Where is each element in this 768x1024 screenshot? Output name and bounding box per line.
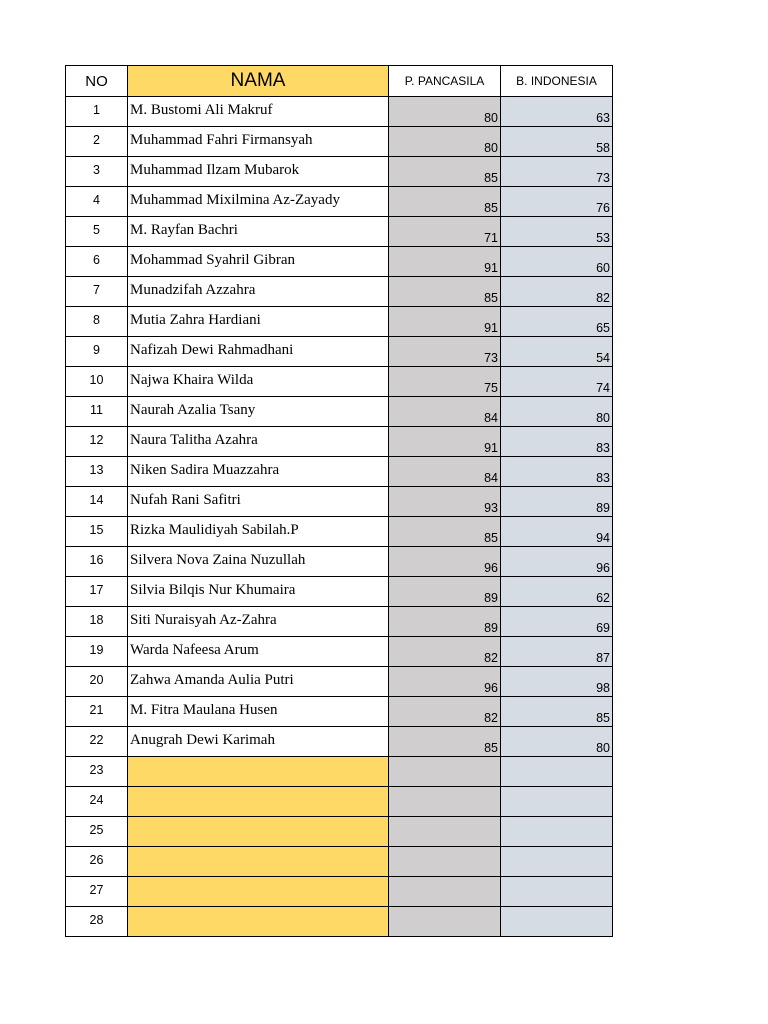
- cell-indonesia[interactable]: 85: [501, 697, 613, 727]
- cell-no[interactable]: 1: [66, 97, 128, 127]
- cell-no[interactable]: 3: [66, 157, 128, 187]
- cell-pancasila[interactable]: 91: [389, 247, 501, 277]
- cell-nama[interactable]: Nufah Rani Safitri: [128, 487, 389, 517]
- cell-pancasila[interactable]: 84: [389, 397, 501, 427]
- table-row: [66, 697, 613, 727]
- cell-nama[interactable]: M. Fitra Maulana Husen: [128, 697, 389, 727]
- cell-indonesia[interactable]: 63: [501, 97, 613, 127]
- table-row: [66, 457, 613, 487]
- cell-pancasila[interactable]: 80: [389, 97, 501, 127]
- cell-indonesia[interactable]: 80: [501, 397, 613, 427]
- cell-no[interactable]: 14: [66, 487, 128, 517]
- cell-no[interactable]: 12: [66, 427, 128, 457]
- cell-no[interactable]: 5: [66, 217, 128, 247]
- cell-no[interactable]: 17: [66, 577, 128, 607]
- cell-nama[interactable]: Niken Sadira Muazzahra: [128, 457, 389, 487]
- cell-pancasila[interactable]: [389, 847, 501, 877]
- score-table: [65, 65, 613, 937]
- cell-indonesia[interactable]: 87: [501, 637, 613, 667]
- cell-nama[interactable]: [128, 817, 389, 847]
- table-row: [66, 277, 613, 307]
- cell-nama[interactable]: Nafizah Dewi Rahmadhani: [128, 337, 389, 367]
- cell-indonesia[interactable]: 62: [501, 577, 613, 607]
- cell-pancasila[interactable]: 89: [389, 577, 501, 607]
- cell-pancasila[interactable]: 85: [389, 277, 501, 307]
- cell-nama[interactable]: Naurah Azalia Tsany: [128, 397, 389, 427]
- cell-no[interactable]: 8: [66, 307, 128, 337]
- cell-nama[interactable]: [128, 757, 389, 787]
- cell-no[interactable]: 21: [66, 697, 128, 727]
- cell-no[interactable]: 20: [66, 667, 128, 697]
- table-row: [66, 637, 613, 667]
- cell-indonesia[interactable]: 69: [501, 607, 613, 637]
- cell-no[interactable]: 23: [66, 757, 128, 787]
- table-row: [66, 427, 613, 457]
- cell-no[interactable]: 19: [66, 637, 128, 667]
- cell-indonesia[interactable]: 94: [501, 517, 613, 547]
- cell-nama[interactable]: [128, 877, 389, 907]
- table-row: [66, 247, 613, 277]
- cell-no[interactable]: 6: [66, 247, 128, 277]
- cell-pancasila[interactable]: 85: [389, 727, 501, 757]
- table-row: [66, 877, 613, 907]
- cell-indonesia[interactable]: [501, 757, 613, 787]
- cell-nama[interactable]: Mohammad Syahril Gibran: [128, 247, 389, 277]
- cell-nama[interactable]: Anugrah Dewi Karimah: [128, 727, 389, 757]
- cell-no[interactable]: 4: [66, 187, 128, 217]
- cell-indonesia[interactable]: [501, 817, 613, 847]
- cell-indonesia[interactable]: 98: [501, 667, 613, 697]
- table-row: [66, 847, 613, 877]
- cell-nama[interactable]: M. Rayfan Bachri: [128, 217, 389, 247]
- header-nama[interactable]: NAMA: [128, 66, 389, 97]
- cell-no[interactable]: 18: [66, 607, 128, 637]
- cell-indonesia[interactable]: 96: [501, 547, 613, 577]
- cell-pancasila[interactable]: [389, 757, 501, 787]
- table-row: [66, 157, 613, 187]
- cell-pancasila[interactable]: 84: [389, 457, 501, 487]
- cell-nama[interactable]: [128, 847, 389, 877]
- cell-pancasila[interactable]: 71: [389, 217, 501, 247]
- table-row: [66, 787, 613, 817]
- cell-pancasila[interactable]: 82: [389, 637, 501, 667]
- cell-no[interactable]: 10: [66, 367, 128, 397]
- table-row: [66, 547, 613, 577]
- cell-pancasila[interactable]: [389, 877, 501, 907]
- cell-no[interactable]: 28: [66, 907, 128, 937]
- cell-no[interactable]: 22: [66, 727, 128, 757]
- cell-pancasila[interactable]: 85: [389, 157, 501, 187]
- cell-no[interactable]: 9: [66, 337, 128, 367]
- cell-indonesia[interactable]: 73: [501, 157, 613, 187]
- cell-nama[interactable]: Zahwa Amanda Aulia Putri: [128, 667, 389, 697]
- cell-pancasila[interactable]: 96: [389, 667, 501, 697]
- header-row: [66, 66, 613, 97]
- table-row: [66, 907, 613, 937]
- cell-nama[interactable]: Muhammad Mixilmina Az-Zayady: [128, 187, 389, 217]
- table-row: [66, 307, 613, 337]
- cell-nama[interactable]: [128, 787, 389, 817]
- cell-indonesia[interactable]: 65: [501, 307, 613, 337]
- cell-no[interactable]: 16: [66, 547, 128, 577]
- table-row: [66, 337, 613, 367]
- table-row: [66, 97, 613, 127]
- cell-no[interactable]: 2: [66, 127, 128, 157]
- table-row: [66, 217, 613, 247]
- header-pancasila[interactable]: P. PANCASILA: [389, 66, 501, 97]
- cell-indonesia[interactable]: [501, 847, 613, 877]
- cell-indonesia[interactable]: 82: [501, 277, 613, 307]
- cell-indonesia[interactable]: [501, 787, 613, 817]
- cell-pancasila[interactable]: 73: [389, 337, 501, 367]
- cell-nama[interactable]: Muhammad Fahri Firmansyah: [128, 127, 389, 157]
- table-row: [66, 667, 613, 697]
- cell-no[interactable]: 27: [66, 877, 128, 907]
- cell-nama[interactable]: Naura Talitha Azahra: [128, 427, 389, 457]
- cell-pancasila[interactable]: 82: [389, 697, 501, 727]
- cell-no[interactable]: 15: [66, 517, 128, 547]
- header-no[interactable]: NO: [66, 66, 128, 97]
- cell-pancasila[interactable]: 91: [389, 307, 501, 337]
- table-row: [66, 817, 613, 847]
- cell-pancasila[interactable]: 75: [389, 367, 501, 397]
- cell-indonesia[interactable]: [501, 877, 613, 907]
- cell-indonesia[interactable]: 74: [501, 367, 613, 397]
- cell-no[interactable]: 26: [66, 847, 128, 877]
- cell-indonesia[interactable]: 54: [501, 337, 613, 367]
- cell-no[interactable]: 24: [66, 787, 128, 817]
- table-row: [66, 517, 613, 547]
- cell-pancasila[interactable]: 96: [389, 547, 501, 577]
- table-row: [66, 757, 613, 787]
- cell-nama[interactable]: Najwa Khaira Wilda: [128, 367, 389, 397]
- cell-nama[interactable]: M. Bustomi Ali Makruf: [128, 97, 389, 127]
- cell-nama[interactable]: Rizka Maulidiyah Sabilah.P: [128, 517, 389, 547]
- cell-indonesia[interactable]: 89: [501, 487, 613, 517]
- table-row: [66, 127, 613, 157]
- cell-nama[interactable]: Warda Nafeesa Arum: [128, 637, 389, 667]
- cell-no[interactable]: 25: [66, 817, 128, 847]
- cell-indonesia[interactable]: [501, 907, 613, 937]
- cell-nama[interactable]: Munadzifah Azzahra: [128, 277, 389, 307]
- table-row: [66, 607, 613, 637]
- cell-nama[interactable]: Silvera Nova Zaina Nuzullah: [128, 547, 389, 577]
- cell-indonesia[interactable]: 83: [501, 427, 613, 457]
- cell-pancasila[interactable]: [389, 787, 501, 817]
- cell-indonesia[interactable]: 76: [501, 187, 613, 217]
- cell-pancasila[interactable]: 91: [389, 427, 501, 457]
- cell-pancasila[interactable]: [389, 817, 501, 847]
- cell-pancasila[interactable]: 89: [389, 607, 501, 637]
- cell-no[interactable]: 7: [66, 277, 128, 307]
- header-indonesia[interactable]: B. INDONESIA: [501, 66, 613, 97]
- cell-nama[interactable]: Silvia Bilqis Nur Khumaira: [128, 577, 389, 607]
- table-row: [66, 367, 613, 397]
- cell-nama[interactable]: Muhammad Ilzam Mubarok: [128, 157, 389, 187]
- cell-nama[interactable]: Siti Nuraisyah Az-Zahra: [128, 607, 389, 637]
- table-row: [66, 727, 613, 757]
- cell-pancasila[interactable]: [389, 907, 501, 937]
- cell-pancasila[interactable]: 85: [389, 517, 501, 547]
- table-body: [66, 97, 613, 937]
- table-row: [66, 577, 613, 607]
- cell-nama[interactable]: Mutia Zahra Hardiani: [128, 307, 389, 337]
- cell-nama[interactable]: [128, 907, 389, 937]
- cell-indonesia[interactable]: 80: [501, 727, 613, 757]
- cell-pancasila[interactable]: 85: [389, 187, 501, 217]
- cell-indonesia[interactable]: 83: [501, 457, 613, 487]
- cell-no[interactable]: 11: [66, 397, 128, 427]
- cell-indonesia[interactable]: 60: [501, 247, 613, 277]
- table-row: [66, 397, 613, 427]
- cell-pancasila[interactable]: 93: [389, 487, 501, 517]
- cell-indonesia[interactable]: 53: [501, 217, 613, 247]
- cell-indonesia[interactable]: 58: [501, 127, 613, 157]
- cell-no[interactable]: 13: [66, 457, 128, 487]
- table-row: [66, 187, 613, 217]
- cell-pancasila[interactable]: 80: [389, 127, 501, 157]
- table-row: [66, 487, 613, 517]
